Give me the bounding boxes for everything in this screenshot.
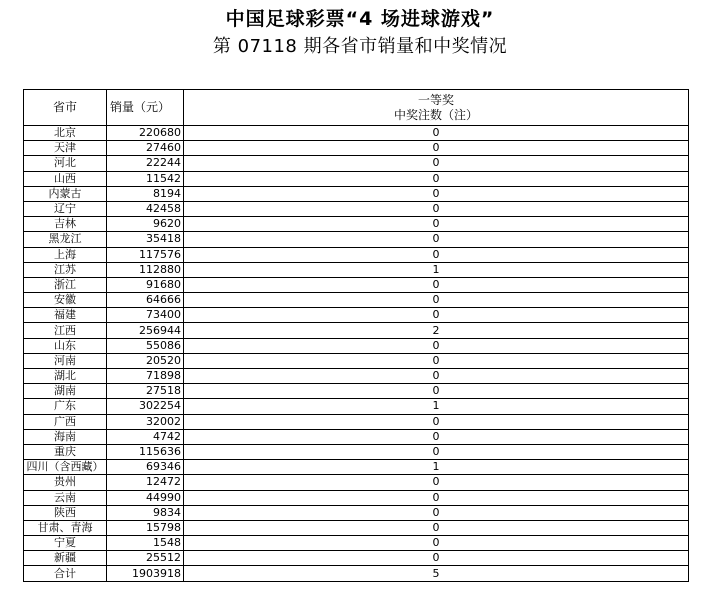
province-cell: 辽宁: [24, 201, 107, 216]
province-cell: 甘肃、青海: [24, 520, 107, 535]
winners-cell: 0: [184, 444, 689, 459]
sales-cell: 25512: [107, 551, 184, 566]
sales-cell: 11542: [107, 171, 184, 186]
header-sales: 销量（元）: [107, 90, 184, 126]
province-cell: 河北: [24, 156, 107, 171]
winners-cell: 0: [184, 126, 689, 141]
table-row: [24, 141, 689, 156]
winners-cell: 0: [184, 384, 689, 399]
sales-cell: 1548: [107, 536, 184, 551]
table-row: [24, 277, 689, 292]
table-row: [24, 444, 689, 459]
table-row: [24, 551, 689, 566]
province-cell: 河南: [24, 353, 107, 368]
table-row: [24, 156, 689, 171]
province-cell: 天津: [24, 141, 107, 156]
table-row: [24, 247, 689, 262]
province-cell: 江苏: [24, 262, 107, 277]
table-row: [24, 505, 689, 520]
winners-cell: 0: [184, 186, 689, 201]
winners-cell: 0: [184, 551, 689, 566]
header-prize-count: 中奖注数（注）: [393, 107, 478, 122]
province-cell: 重庆: [24, 444, 107, 459]
sales-cell: 55086: [107, 338, 184, 353]
winners-cell: 0: [184, 232, 689, 247]
page-title: 中国足球彩票“4 场进球游戏”: [225, 8, 495, 30]
sales-cell: 117576: [107, 247, 184, 262]
table-row: [24, 232, 689, 247]
winners-cell: 0: [184, 277, 689, 292]
winners-cell: 0: [184, 505, 689, 520]
province-cell: 广东: [24, 399, 107, 414]
winners-cell: 0: [184, 308, 689, 323]
table-row: [24, 171, 689, 186]
sales-cell: 9620: [107, 217, 184, 232]
winners-cell: 0: [184, 520, 689, 535]
province-cell: 陕西: [24, 505, 107, 520]
province-cell: 新疆: [24, 551, 107, 566]
sales-cell: 32002: [107, 414, 184, 429]
winners-cell: 0: [184, 536, 689, 551]
table-row: [24, 323, 689, 338]
table-row: [24, 338, 689, 353]
winners-cell: 0: [184, 247, 689, 262]
table-row: [24, 217, 689, 232]
winners-cell: 0: [184, 141, 689, 156]
province-cell: 山东: [24, 338, 107, 353]
winners-cell: 0: [184, 353, 689, 368]
table-row: [24, 262, 689, 277]
winners-cell: 1: [184, 262, 689, 277]
table-header-row: [24, 90, 689, 126]
province-cell: 福建: [24, 308, 107, 323]
table-row: [24, 126, 689, 141]
winners-cell: 1: [184, 460, 689, 475]
province-cell: 浙江: [24, 277, 107, 292]
sales-cell: 22244: [107, 156, 184, 171]
sales-cell: 115636: [107, 444, 184, 459]
province-cell: 上海: [24, 247, 107, 262]
winners-cell: 0: [184, 156, 689, 171]
winners-cell: 0: [184, 293, 689, 308]
winners-cell: 0: [184, 338, 689, 353]
sales-cell: 69346: [107, 460, 184, 475]
table-row: [24, 186, 689, 201]
province-cell: 内蒙古: [24, 186, 107, 201]
table-row: [24, 399, 689, 414]
province-cell: 四川（含西藏）: [24, 460, 107, 475]
sales-cell: 220680: [107, 126, 184, 141]
winners-cell: 2: [184, 323, 689, 338]
sales-cell: 15798: [107, 520, 184, 535]
province-cell: 山西: [24, 171, 107, 186]
sales-cell: 27518: [107, 384, 184, 399]
header-first-prize: [184, 90, 689, 126]
table-row: [24, 520, 689, 535]
winners-cell: 1: [184, 399, 689, 414]
sales-cell: 64666: [107, 293, 184, 308]
province-cell: 吉林: [24, 217, 107, 232]
winners-cell: 0: [184, 414, 689, 429]
province-cell: 湖北: [24, 369, 107, 384]
province-cell: 广西: [24, 414, 107, 429]
province-cell: 江西: [24, 323, 107, 338]
province-cell: 合计: [24, 566, 107, 581]
header-province: 省市: [24, 90, 107, 126]
table-row: [24, 414, 689, 429]
province-cell: 北京: [24, 126, 107, 141]
sales-cell: 27460: [107, 141, 184, 156]
province-cell: 海南: [24, 429, 107, 444]
sales-cell: 4742: [107, 429, 184, 444]
sales-cell: 112880: [107, 262, 184, 277]
header-prize-title: 一等奖: [417, 92, 454, 107]
sales-cell: 73400: [107, 308, 184, 323]
table-row: [24, 293, 689, 308]
sales-cell: 256944: [107, 323, 184, 338]
winners-cell: 0: [184, 201, 689, 216]
sales-cell: 9834: [107, 505, 184, 520]
table-row: [24, 353, 689, 368]
table-row: [24, 490, 689, 505]
province-cell: 黑龙江: [24, 232, 107, 247]
winners-cell: 0: [184, 369, 689, 384]
table-row: [24, 475, 689, 490]
winners-cell: 0: [184, 429, 689, 444]
sales-table: [23, 89, 689, 582]
table-total-row: [24, 566, 689, 581]
table-row: [24, 201, 689, 216]
province-cell: 宁夏: [24, 536, 107, 551]
sales-cell: 20520: [107, 353, 184, 368]
sales-cell: 8194: [107, 186, 184, 201]
province-cell: 湖南: [24, 384, 107, 399]
sales-cell: 12472: [107, 475, 184, 490]
table-row: [24, 384, 689, 399]
province-cell: 贵州: [24, 475, 107, 490]
province-cell: 安徽: [24, 293, 107, 308]
table-row: [24, 460, 689, 475]
sales-cell: 302254: [107, 399, 184, 414]
sales-cell: 42458: [107, 201, 184, 216]
sales-cell: 35418: [107, 232, 184, 247]
winners-cell: 0: [184, 490, 689, 505]
winners-cell: 0: [184, 475, 689, 490]
table-body: [24, 126, 689, 582]
table-row: [24, 429, 689, 444]
winners-cell: 0: [184, 217, 689, 232]
table-row: [24, 536, 689, 551]
sales-cell: 1903918: [107, 566, 184, 581]
table-row: [24, 369, 689, 384]
province-cell: 云南: [24, 490, 107, 505]
sales-cell: 71898: [107, 369, 184, 384]
page-subtitle: 第 07118 期各省市销量和中奖情况: [212, 36, 508, 57]
sales-cell: 91680: [107, 277, 184, 292]
sales-cell: 44990: [107, 490, 184, 505]
winners-cell: 0: [184, 171, 689, 186]
winners-cell: 5: [184, 566, 689, 581]
table-row: [24, 308, 689, 323]
